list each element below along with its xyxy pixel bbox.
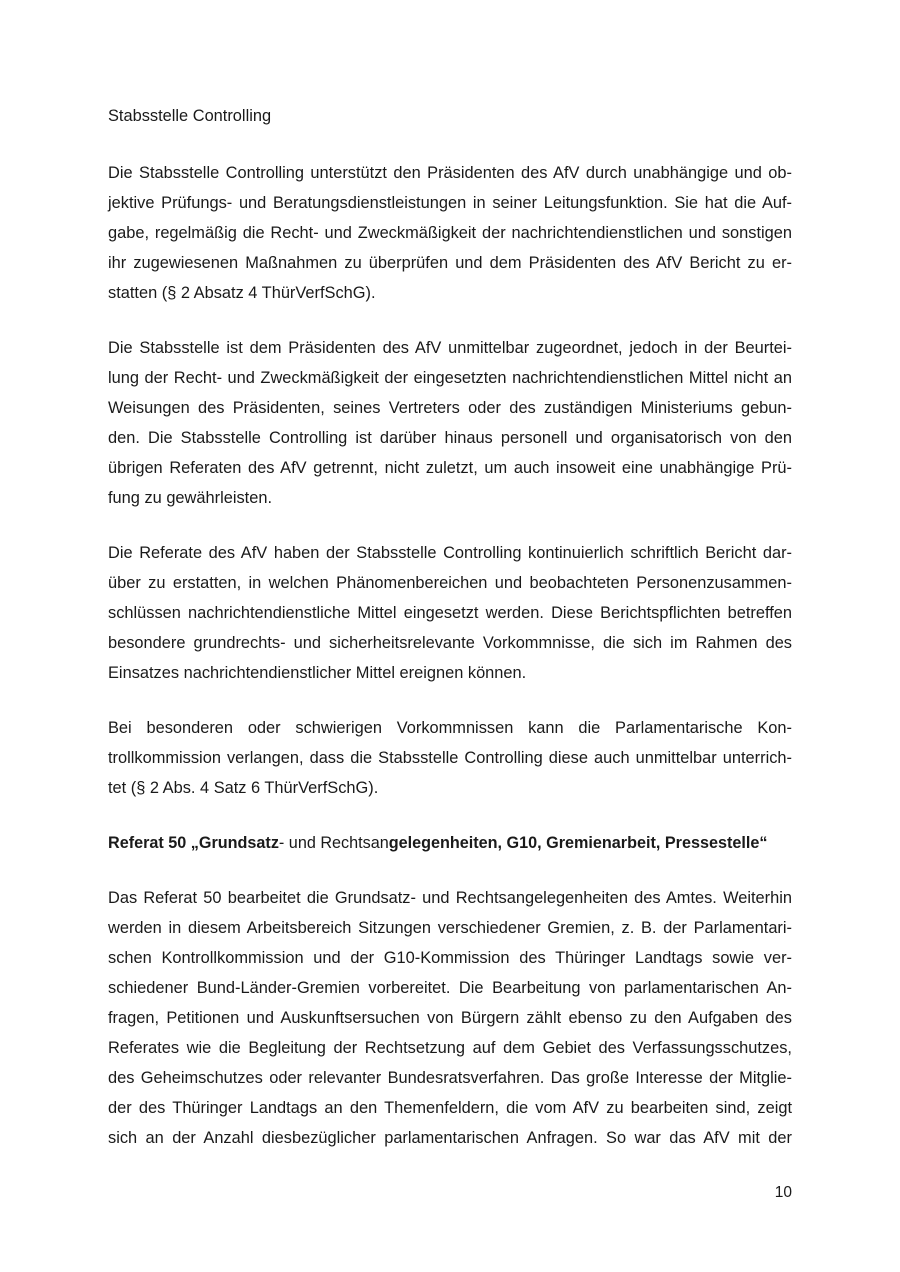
- paragraph-line: über zu erstatten, in welchen Phänomenbereichen und beobachteten Personenzusammen-: [108, 574, 792, 592]
- paragraph-line: Die Referate des AfV haben der Stabsstelle Controlling kontinuierlich schriftlich Bericht dar-: [108, 544, 792, 562]
- paragraph-line: schiedener Bund-Länder-Gremien vorbereitet. Die Bearbeitung von parlamentarischen An-: [108, 979, 792, 997]
- paragraph-line: Bei besonderen oder schwierigen Vorkommnissen kann die Parlamentarische Kon-: [108, 719, 792, 737]
- heading-part-regular: - und Rechtsan: [278, 834, 389, 852]
- paragraph-line: Weisungen des Präsidenten, seines Vertreters oder des zuständigen Ministeriums gebun-: [108, 399, 792, 417]
- paragraph-line: lung der Recht- und Zweckmäßigkeit der eingesetzten nachrichtendienstlichen Mittel nicht an: [108, 369, 792, 387]
- paragraph-line: werden in diesem Arbeitsbereich Sitzungen verschiedener Gremien, z. B. der Parlamentari-: [108, 919, 792, 937]
- paragraph-line: gabe, regelmäßig die Recht- und Zweckmäßigkeit der nachrichtendienstlichen und sonstigen: [108, 224, 792, 242]
- paragraph-line: fragen, Petitionen und Auskunftsersuchen von Bürgern zählt ebenso zu den Aufgaben des: [108, 1009, 792, 1027]
- paragraph-line: Die Stabsstelle ist dem Präsidenten des AfV unmittelbar zugeordnet, jedoch in der Beurtei-: [108, 339, 792, 357]
- paragraph-line: fung zu gewährleisten.: [108, 489, 273, 507]
- paragraph-line: schlüssen nachrichtendienstliche Mittel eingesetzt werden. Diese Berichtspflichten betreffen: [108, 604, 792, 622]
- paragraph-line: Referates wie die Begleitung der Rechtsetzung auf dem Gebiet des Verfassungsschutzes,: [108, 1039, 792, 1057]
- paragraph-line: den. Die Stabsstelle Controlling ist darüber hinaus personell und organisatorisch von den: [108, 429, 792, 447]
- paragraph-line: Die Stabsstelle Controlling unterstützt den Präsidenten des AfV durch unabhängige und ob-: [108, 164, 792, 182]
- paragraph-line: statten (§ 2 Absatz 4 ThürVerfSchG).: [108, 284, 376, 302]
- paragraph-line: besondere grundrechts- und sicherheitsrelevante Vorkommnisse, die sich im Rahmen des: [108, 634, 792, 652]
- paragraph-line: ihr zugewiesenen Maßnahmen zu überprüfen und dem Präsidenten des AfV Bericht zu er-: [108, 254, 792, 272]
- section-title-stabsstelle: Stabsstelle Controlling: [108, 107, 272, 125]
- heading-part-bold: gelegenheiten, G10, Gremienarbeit, Pressestelle“: [388, 834, 768, 852]
- page-number: 10: [774, 1184, 792, 1201]
- paragraph-line: übrigen Referaten des AfV getrennt, nicht zuletzt, um auch insoweit eine unabhängige Prü-: [108, 459, 792, 477]
- heading-part-bold: Referat 50 „Grundsatz: [108, 834, 279, 852]
- section-title-referat-50: [108, 833, 792, 853]
- paragraph-line: jektive Prüfungs- und Beratungsdienstleistungen in seiner Leitungsfunktion. Sie hat die Auf-: [108, 194, 792, 212]
- paragraph-line: Das Referat 50 bearbeitet die Grundsatz- und Rechtsangelegenheiten des Amtes. Weiterhin: [108, 889, 792, 907]
- paragraph-line: schen Kontrollkommission und der G10-Kommission des Thüringer Landtags sowie ver-: [108, 949, 792, 967]
- paragraph-line: trollkommission verlangen, dass die Stabsstelle Controlling diese auch unmittelbar unterrich-: [108, 749, 792, 767]
- paragraph-line: des Geheimschutzes oder relevanter Bundesratsverfahren. Das große Interesse der Mitglie-: [108, 1069, 792, 1087]
- paragraph-line: Einsatzes nachrichtendienstlicher Mittel ereignen können.: [108, 664, 527, 682]
- paragraph-line: sich an der Anzahl diesbezüglicher parlamentarischen Anfragen. So war das AfV mit der: [108, 1129, 792, 1147]
- paragraph-line: der des Thüringer Landtags an den Themenfeldern, die vom AfV zu bearbeiten sind, zeigt: [108, 1099, 792, 1117]
- paragraph-line: tet (§ 2 Abs. 4 Satz 6 ThürVerfSchG).: [108, 779, 379, 797]
